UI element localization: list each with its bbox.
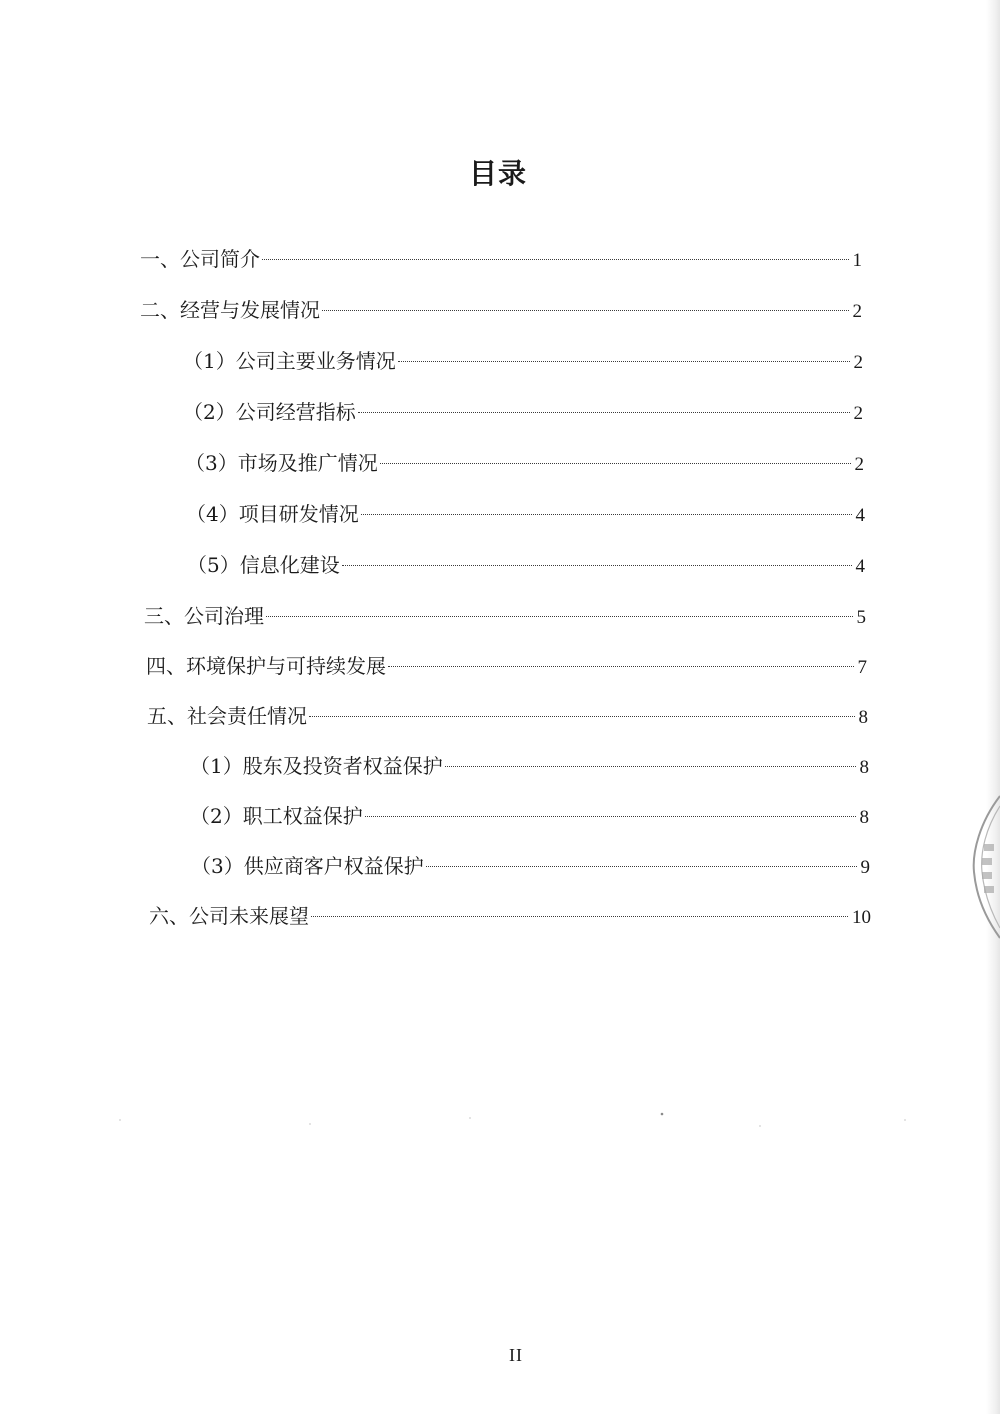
toc-dot-leader [309,715,855,717]
toc-entry-page: 7 [857,657,867,678]
toc-entry[interactable] [190,801,869,831]
toc-entry-label: 三、公司治理 [144,604,264,628]
toc-entry-label: 五、社会责任情况 [147,704,307,728]
toc-entry-page: 2 [854,454,864,475]
toc-dot-leader [262,258,849,260]
toc-entry[interactable] [185,448,864,478]
toc-dot-leader [311,915,848,917]
toc-entry-label: （2）职工权益保护 [190,804,363,828]
toc-entry-label: （5）信息化建设 [187,553,340,577]
toc-entry-page: 5 [856,607,866,628]
toc-entry-page: 1 [852,250,862,271]
toc-entry-page: 4 [855,556,865,577]
toc-dot-leader [398,360,850,362]
toc-entry-page: 2 [853,352,863,373]
page-title: 目录 [468,157,527,190]
toc-dot-leader [388,665,854,667]
toc-entry-label: （3）市场及推广情况 [185,451,378,475]
toc-entry-page: 4 [855,505,865,526]
toc-entry-label: 四、环境保护与可持续发展 [146,654,386,678]
toc-entry[interactable] [183,397,863,427]
toc-entry-label: 六、公司未来展望 [149,904,309,928]
toc-entry-page: 8 [859,807,869,828]
toc-entry-page: 8 [859,757,869,778]
toc-entry-page: 10 [852,907,871,928]
toc-entry-label: （1）公司主要业务情况 [183,349,396,373]
toc-dot-leader [358,411,850,413]
toc-entry[interactable] [144,601,866,631]
toc-dot-leader [380,462,851,464]
toc-entry[interactable] [140,295,862,325]
toc-dot-leader [365,815,856,817]
toc-dot-leader [426,865,857,867]
toc-entry-page: 2 [852,301,862,322]
toc-entry-page: 8 [858,707,868,728]
scan-noise [0,1108,1000,1138]
toc-dot-leader [361,513,852,515]
toc-entry[interactable] [140,244,862,274]
toc-entry[interactable] [186,499,865,529]
toc-entry-label: （4）项目研发情况 [186,502,359,526]
toc-entry-label: （1）股东及投资者权益保护 [190,754,443,778]
toc-dot-leader [445,765,856,767]
toc-entry[interactable] [147,701,868,731]
toc-entry-label: （3）供应商客户权益保护 [191,854,424,878]
toc-entry[interactable] [183,346,863,376]
partial-seal-stamp [966,792,1000,942]
toc-entry-page: 2 [853,403,863,424]
toc-dot-leader [266,615,853,617]
toc-entry-label: 二、经营与发展情况 [140,298,320,322]
toc-entry-label: 一、公司简介 [140,247,260,271]
toc-entry-page: 9 [860,857,870,878]
toc-entry[interactable] [191,851,870,881]
page-number: II [509,1345,523,1365]
toc-entry[interactable] [149,901,871,931]
toc-entry-label: （2）公司经营指标 [183,400,356,424]
toc-dot-leader [342,564,852,566]
toc-entry[interactable] [146,651,867,681]
toc-entry[interactable] [187,550,865,580]
toc-entry[interactable] [190,751,869,781]
toc-dot-leader [322,309,849,311]
